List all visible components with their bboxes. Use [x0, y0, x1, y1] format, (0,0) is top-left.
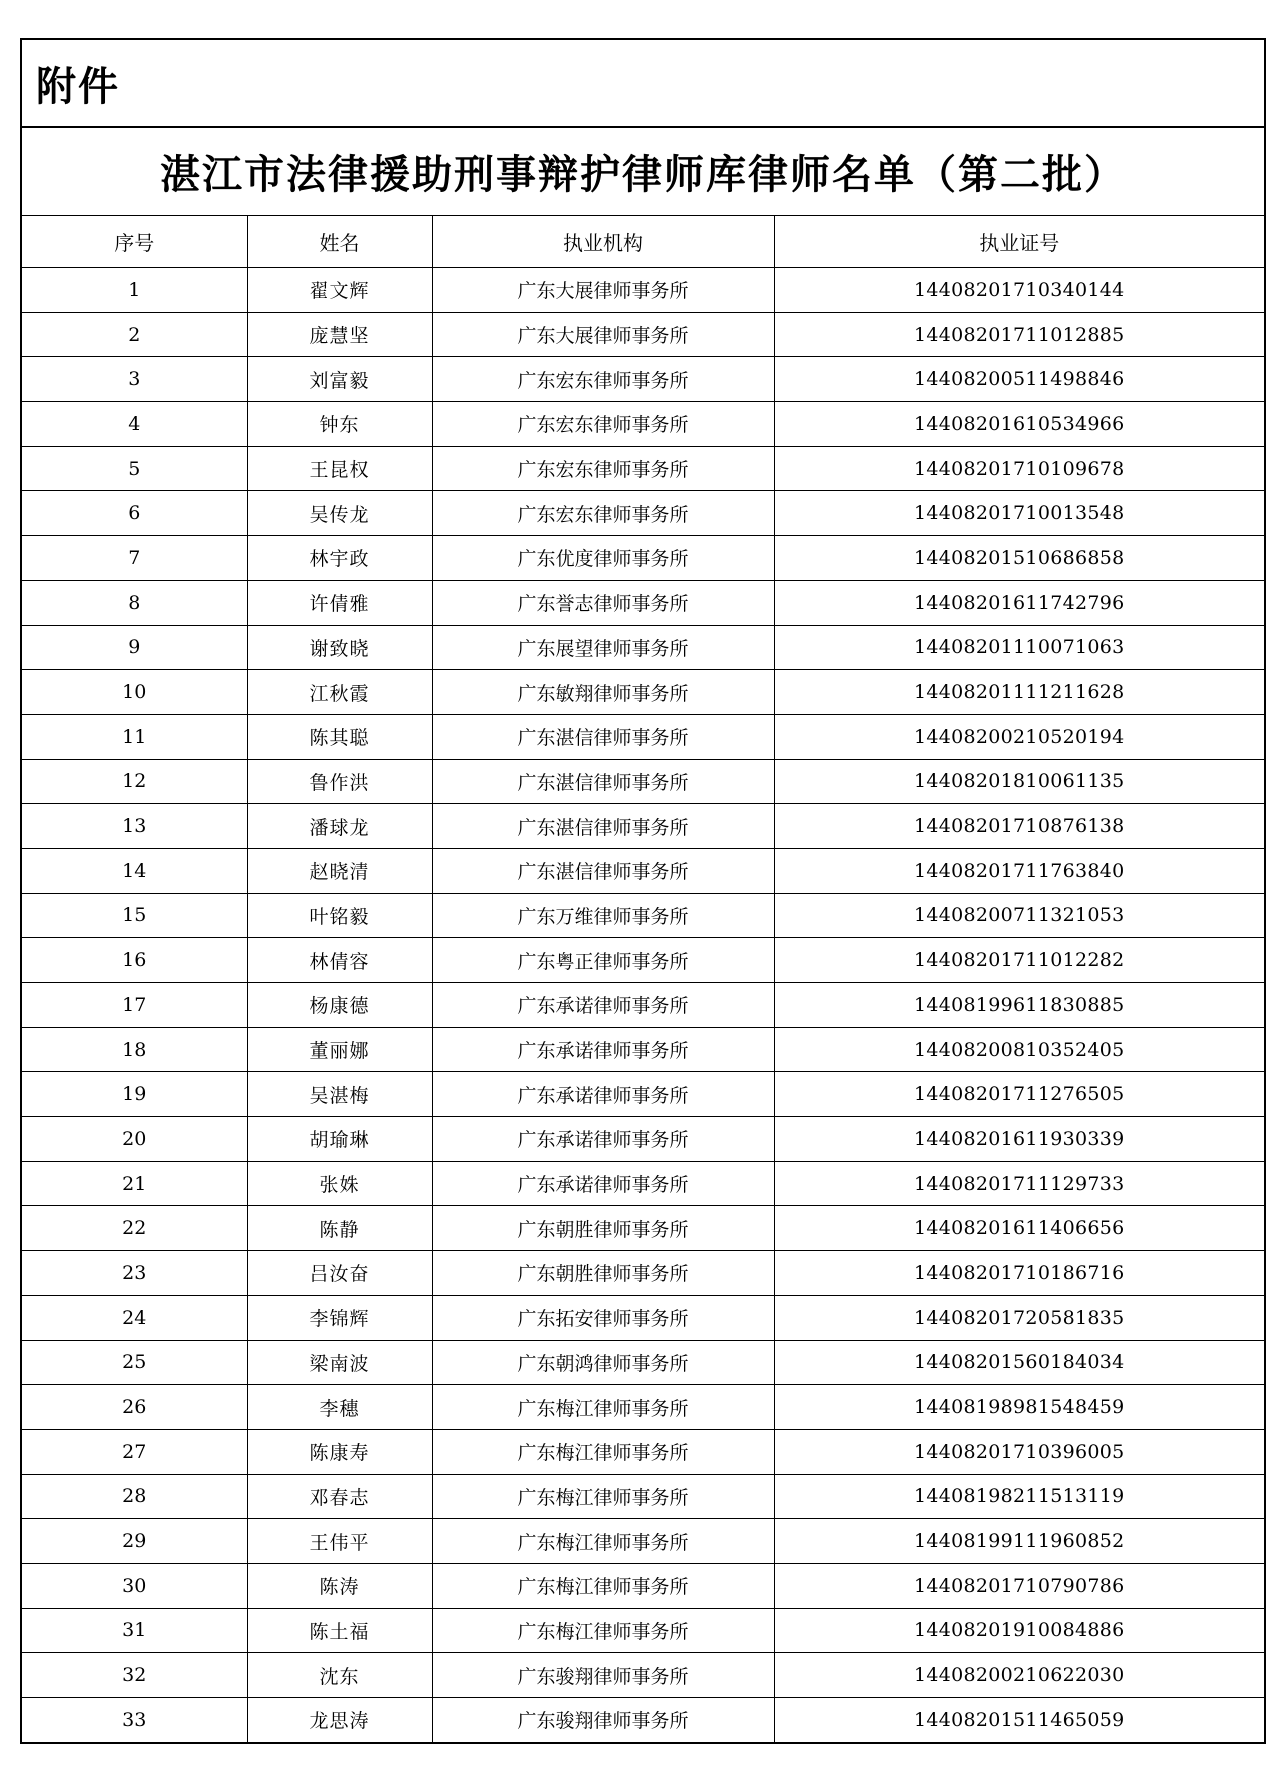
table-row: [22, 1429, 1264, 1474]
table-row: [22, 1340, 1264, 1385]
firm-cell: 广东优度律师事务所: [432, 536, 774, 581]
seq-cell: 14: [22, 848, 247, 893]
firm-cell: 广东骏翔律师事务所: [432, 1698, 774, 1742]
table-row: [22, 268, 1264, 313]
table-row: [22, 1653, 1264, 1698]
license-cell: 14408201560184034: [774, 1340, 1264, 1385]
license-cell: 14408201110071063: [774, 625, 1264, 670]
name-cell: 陈涛: [247, 1563, 432, 1608]
header-seq: 序号: [22, 216, 247, 268]
name-cell: 叶铭毅: [247, 893, 432, 938]
table-row: [22, 1206, 1264, 1251]
firm-cell: 广东朝胜律师事务所: [432, 1206, 774, 1251]
license-cell: 14408201810061135: [774, 759, 1264, 804]
seq-cell: 3: [22, 357, 247, 402]
seq-cell: 11: [22, 714, 247, 759]
seq-cell: 12: [22, 759, 247, 804]
license-cell: 14408201711012282: [774, 938, 1264, 983]
seq-cell: 17: [22, 983, 247, 1028]
name-cell: 陈康寿: [247, 1429, 432, 1474]
firm-cell: 广东梅江律师事务所: [432, 1385, 774, 1430]
seq-cell: 2: [22, 312, 247, 357]
table-row: [22, 1027, 1264, 1072]
name-cell: 林倩容: [247, 938, 432, 983]
seq-cell: 31: [22, 1608, 247, 1653]
name-cell: 赵晓清: [247, 848, 432, 893]
seq-cell: 27: [22, 1429, 247, 1474]
name-cell: 王昆权: [247, 446, 432, 491]
seq-cell: 33: [22, 1698, 247, 1742]
attachment-label: 附件: [36, 63, 120, 110]
name-cell: 江秋霞: [247, 670, 432, 715]
firm-cell: 广东梅江律师事务所: [432, 1563, 774, 1608]
seq-cell: 8: [22, 580, 247, 625]
header-name: 姓名: [247, 216, 432, 268]
name-cell: 李锦辉: [247, 1295, 432, 1340]
table-row: [22, 357, 1264, 402]
license-cell: 14408201610534966: [774, 402, 1264, 447]
table-row: [22, 1608, 1264, 1653]
name-cell: 龙思涛: [247, 1698, 432, 1742]
table-row: [22, 1519, 1264, 1564]
seq-cell: 30: [22, 1563, 247, 1608]
table-row: [22, 1161, 1264, 1206]
name-cell: 沈东: [247, 1653, 432, 1698]
firm-cell: 广东湛信律师事务所: [432, 714, 774, 759]
license-cell: 14408201710013548: [774, 491, 1264, 536]
seq-cell: 23: [22, 1251, 247, 1296]
firm-cell: 广东承诺律师事务所: [432, 1117, 774, 1162]
seq-cell: 25: [22, 1340, 247, 1385]
license-cell: 14408201710396005: [774, 1429, 1264, 1474]
table-row: [22, 670, 1264, 715]
seq-cell: 20: [22, 1117, 247, 1162]
license-cell: 14408201510686858: [774, 536, 1264, 581]
seq-cell: 19: [22, 1072, 247, 1117]
firm-cell: 广东湛信律师事务所: [432, 759, 774, 804]
license-cell: 14408200511498846: [774, 357, 1264, 402]
name-cell: 刘富毅: [247, 357, 432, 402]
seq-cell: 26: [22, 1385, 247, 1430]
name-cell: 庞慧坚: [247, 312, 432, 357]
table-row: [22, 625, 1264, 670]
table-row: [22, 938, 1264, 983]
license-cell: 14408200810352405: [774, 1027, 1264, 1072]
firm-cell: 广东誉志律师事务所: [432, 580, 774, 625]
seq-cell: 15: [22, 893, 247, 938]
license-cell: 14408198211513119: [774, 1474, 1264, 1519]
table-row: [22, 983, 1264, 1028]
firm-cell: 广东大展律师事务所: [432, 268, 774, 313]
seq-cell: 22: [22, 1206, 247, 1251]
seq-cell: 13: [22, 804, 247, 849]
firm-cell: 广东湛信律师事务所: [432, 848, 774, 893]
table-row: [22, 491, 1264, 536]
table-row: [22, 848, 1264, 893]
license-cell: 14408201710109678: [774, 446, 1264, 491]
seq-cell: 4: [22, 402, 247, 447]
table-row: [22, 804, 1264, 849]
table-row: [22, 1698, 1264, 1742]
firm-cell: 广东承诺律师事务所: [432, 1072, 774, 1117]
firm-cell: 广东宏东律师事务所: [432, 402, 774, 447]
name-cell: 吕汝奋: [247, 1251, 432, 1296]
seq-cell: 28: [22, 1474, 247, 1519]
name-cell: 许倩雅: [247, 580, 432, 625]
table-row: [22, 1072, 1264, 1117]
firm-cell: 广东拓安律师事务所: [432, 1295, 774, 1340]
name-cell: 王伟平: [247, 1519, 432, 1564]
license-cell: 14408201611930339: [774, 1117, 1264, 1162]
name-cell: 吴传龙: [247, 491, 432, 536]
name-cell: 杨康德: [247, 983, 432, 1028]
name-cell: 吴湛梅: [247, 1072, 432, 1117]
firm-cell: 广东大展律师事务所: [432, 312, 774, 357]
seq-cell: 24: [22, 1295, 247, 1340]
name-cell: 李穗: [247, 1385, 432, 1430]
seq-cell: 16: [22, 938, 247, 983]
table-row: [22, 1251, 1264, 1296]
firm-cell: 广东梅江律师事务所: [432, 1429, 774, 1474]
name-cell: 鲁作洪: [247, 759, 432, 804]
seq-cell: 32: [22, 1653, 247, 1698]
firm-cell: 广东粤正律师事务所: [432, 938, 774, 983]
table-row: [22, 536, 1264, 581]
firm-cell: 广东宏东律师事务所: [432, 491, 774, 536]
name-cell: 谢致晓: [247, 625, 432, 670]
name-cell: 翟文辉: [247, 268, 432, 313]
name-cell: 胡瑜琳: [247, 1117, 432, 1162]
license-cell: 14408201111211628: [774, 670, 1264, 715]
firm-cell: 广东宏东律师事务所: [432, 446, 774, 491]
attachment-row: [22, 40, 1264, 128]
license-cell: 14408201711129733: [774, 1161, 1264, 1206]
header-license: 执业证号: [774, 216, 1264, 268]
license-cell: 14408201710340144: [774, 268, 1264, 313]
table-row: [22, 759, 1264, 804]
firm-cell: 广东梅江律师事务所: [432, 1519, 774, 1564]
license-cell: 14408201710186716: [774, 1251, 1264, 1296]
seq-cell: 29: [22, 1519, 247, 1564]
name-cell: 林宇政: [247, 536, 432, 581]
firm-cell: 广东朝胜律师事务所: [432, 1251, 774, 1296]
license-cell: 14408201711763840: [774, 848, 1264, 893]
license-cell: 14408201720581835: [774, 1295, 1264, 1340]
firm-cell: 广东承诺律师事务所: [432, 1161, 774, 1206]
seq-cell: 7: [22, 536, 247, 581]
table-header-row: [22, 216, 1264, 268]
firm-cell: 广东湛信律师事务所: [432, 804, 774, 849]
table-row: [22, 714, 1264, 759]
firm-cell: 广东梅江律师事务所: [432, 1474, 774, 1519]
firm-cell: 广东展望律师事务所: [432, 625, 774, 670]
document-title: 湛江市法律援助刑事辩护律师库律师名单（第二批）: [160, 152, 1126, 198]
license-cell: 14408201611742796: [774, 580, 1264, 625]
name-cell: 陈土福: [247, 1608, 432, 1653]
license-cell: 14408201511465059: [913, 1708, 1125, 1731]
seq-cell: 10: [22, 670, 247, 715]
seq-cell: 6: [22, 491, 247, 536]
table-row: [22, 402, 1264, 447]
table-row: [22, 1563, 1264, 1608]
table-body: [22, 268, 1264, 1742]
name-cell: 陈静: [247, 1206, 432, 1251]
table-row: [22, 1295, 1264, 1340]
firm-cell: 广东敏翔律师事务所: [432, 670, 774, 715]
firm-cell: 广东朝鸿律师事务所: [432, 1340, 774, 1385]
document-sheet: [20, 38, 1266, 1744]
name-cell: 梁南波: [247, 1340, 432, 1385]
seq-cell: 5: [22, 446, 247, 491]
table-row: [22, 446, 1264, 491]
license-cell: 14408201710876138: [774, 804, 1264, 849]
seq-cell: 9: [22, 625, 247, 670]
firm-cell: 广东承诺律师事务所: [432, 983, 774, 1028]
firm-cell: 广东万维律师事务所: [432, 893, 774, 938]
license-cell: 14408201910084886: [774, 1608, 1264, 1653]
title-row: [22, 128, 1264, 216]
name-cell: 张姝: [247, 1161, 432, 1206]
license-cell: 14408201711276505: [774, 1072, 1264, 1117]
lawyer-roster-table: [22, 216, 1264, 1742]
license-cell: 14408201611406656: [774, 1206, 1264, 1251]
table-row: [22, 1474, 1264, 1519]
license-cell: 14408200210520194: [774, 714, 1264, 759]
seq-cell: 18: [22, 1027, 247, 1072]
name-cell: 董丽娜: [247, 1027, 432, 1072]
name-cell: 潘球龙: [247, 804, 432, 849]
license-cell: 14408200210622030: [774, 1653, 1264, 1698]
table-row: [22, 580, 1264, 625]
seq-cell: 21: [22, 1161, 247, 1206]
license-cell: 14408199611830885: [774, 983, 1264, 1028]
firm-cell: 广东骏翔律师事务所: [432, 1653, 774, 1698]
license-cell: 14408201710790786: [774, 1563, 1264, 1608]
seq-cell: 1: [22, 268, 247, 313]
header-firm: 执业机构: [432, 216, 774, 268]
name-cell: 邓春志: [247, 1474, 432, 1519]
table-row: [22, 1385, 1264, 1430]
license-cell: 14408200711321053: [774, 893, 1264, 938]
name-cell: 陈其聪: [247, 714, 432, 759]
firm-cell: 广东梅江律师事务所: [432, 1608, 774, 1653]
firm-cell: 广东宏东律师事务所: [432, 357, 774, 402]
table-row: [22, 1117, 1264, 1162]
name-cell: 钟东: [247, 402, 432, 447]
table-row: [22, 893, 1264, 938]
license-cell: 14408199111960852: [774, 1519, 1264, 1564]
license-cell: 14408198981548459: [774, 1385, 1264, 1430]
table-row: [22, 312, 1264, 357]
firm-cell: 广东承诺律师事务所: [432, 1027, 774, 1072]
license-cell: 14408201711012885: [774, 312, 1264, 357]
